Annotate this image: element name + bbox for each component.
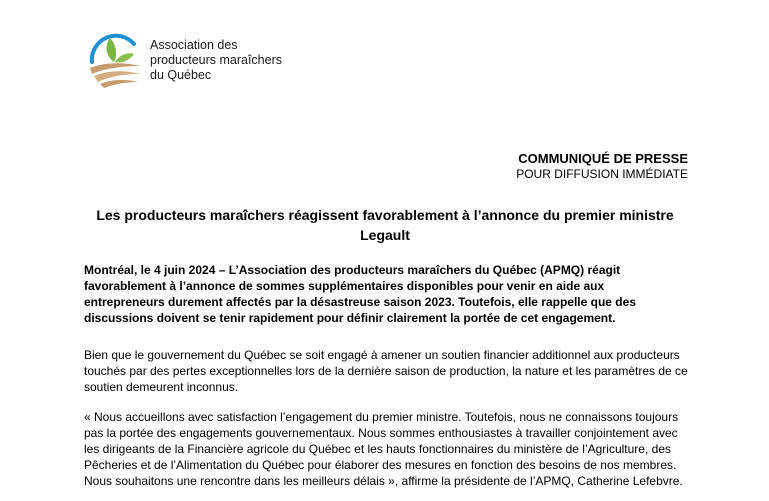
body-paragraph: Bien que le gouvernement du Québec se soit engagé à amener un soutien financier additionnel aux producteurs touchés par des pertes exceptionnelles lors de la dernière saison de production, la nature et les paramètres de ce soutien demeurent inconnus. [84,348,688,394]
logo-line-2: producteurs maraîchers [150,53,283,67]
apmq-logo-icon [84,22,144,88]
release-header [516,151,688,182]
lead-paragraph: Montréal, le 4 juin 2024 – L’Association des producteurs maraîchers du Québec (APMQ) réagit favorablement à l’annonce de sommes supplémentaires disponibles pour venir en aide aux entrepreneurs durement affectés par la désastreuse saison 2023. Toutefois, elle rappelle que des discussions doivent se tenir rapidement pour définir clairement la portée de cet engagement. [84,263,636,325]
release-title: COMMUNIQUÉ DE PRESSE [518,151,688,166]
logo-text [150,38,282,83]
logo-line-3: du Québec [150,68,212,82]
release-subtitle: POUR DIFFUSION IMMÉDIATE [516,167,688,181]
quote-paragraph: « Nous accueillons avec satisfaction l’engagement du premier ministre. Toutefois, nous ne connaissons toujours pas la portée des engagements gouvernementaux. Nous sommes enthousiastes à travailler conjointement avec les dirigeants de la Financière agricole du Québec et les hauts fonctionnaires du ministère de l’Agriculture, des Pêcheries et de l’Alimentation du Québec pour élaborer des mesures en fonction des besoins de nos membres. Nous souhaitons une rencontre dans les meilleurs délais », affirme la présidente de l’APMQ, Catherine Lefebvre. [84,410,683,488]
headline: Les producteurs maraîchers réagissent favorablement à l’annonce du premier ministre Legault [96,207,674,243]
apmq-logo [84,22,304,92]
logo-line-1: Association des [150,38,238,52]
